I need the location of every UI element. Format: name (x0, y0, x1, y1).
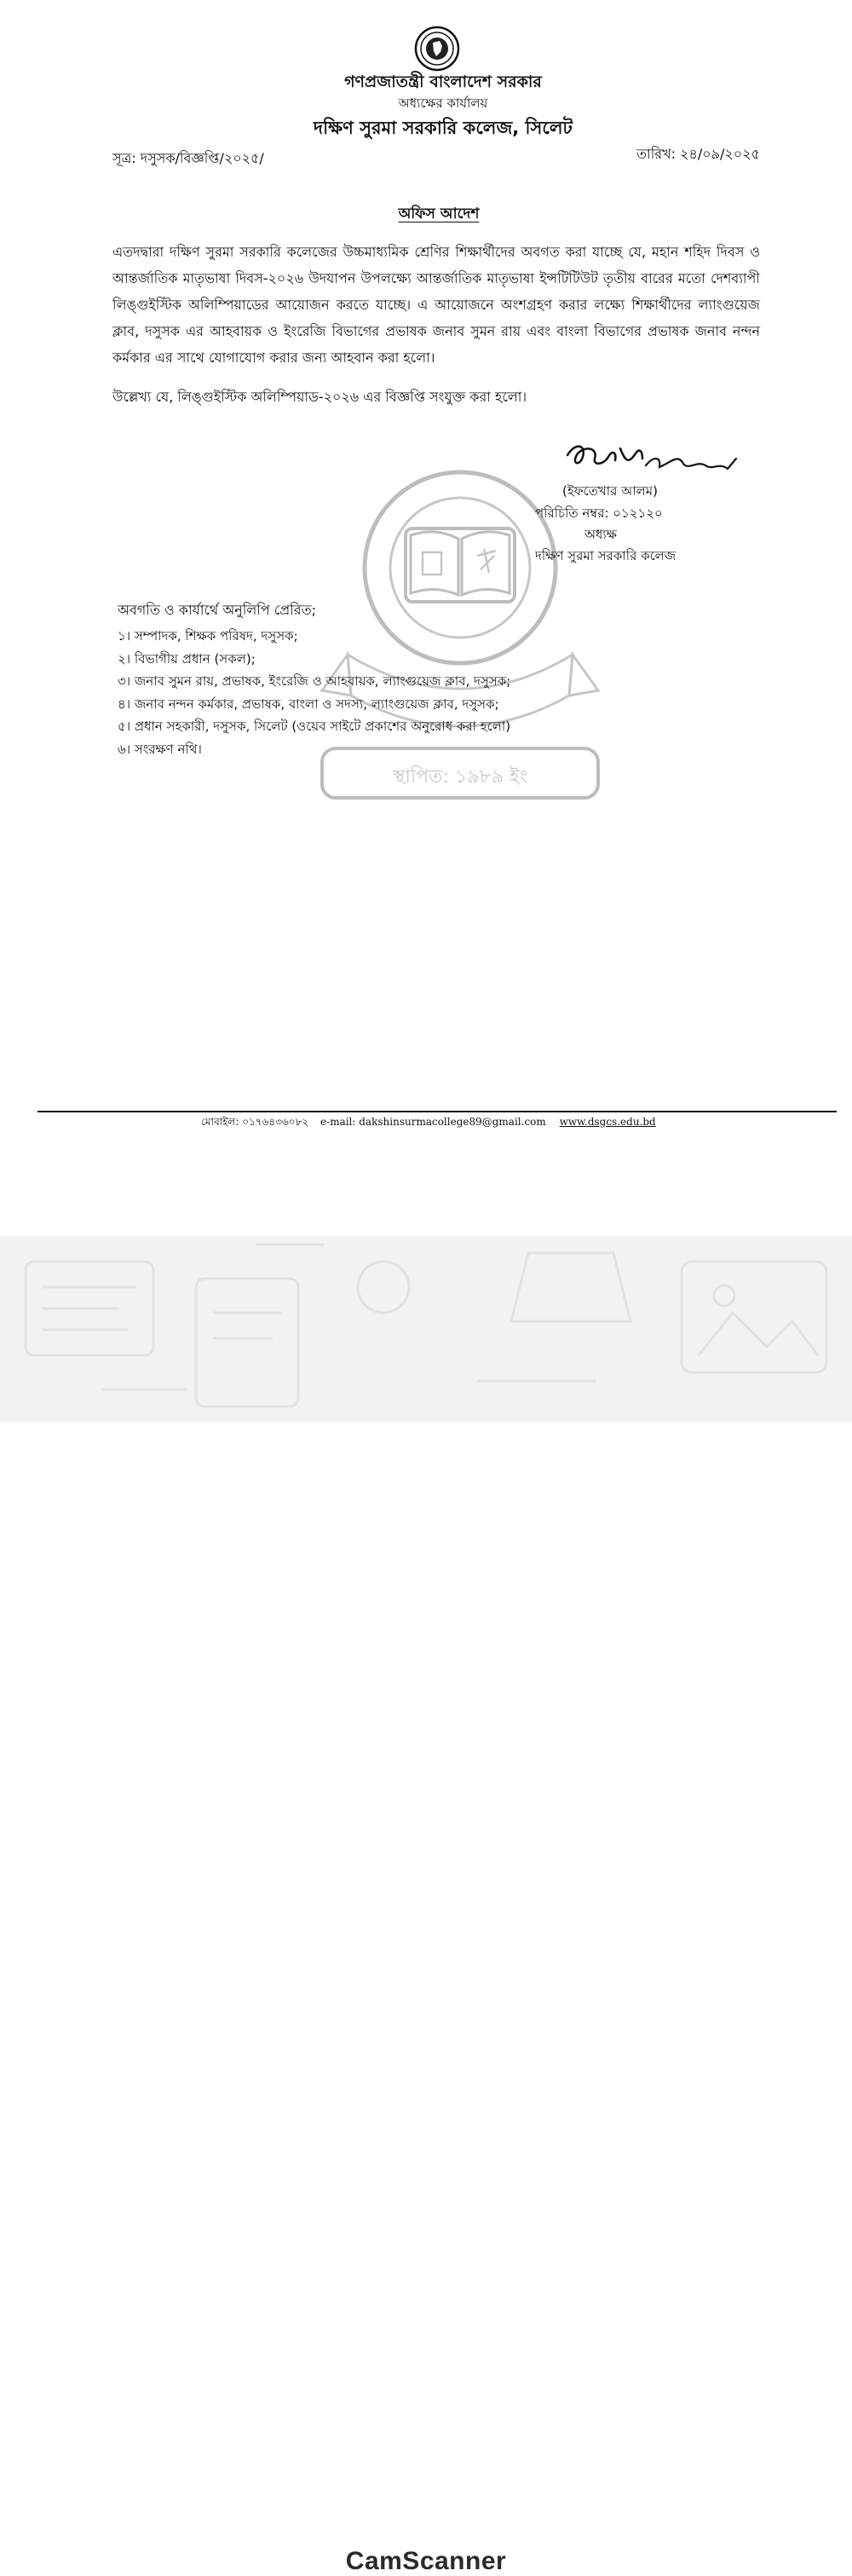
list-item: ৩। জনাব সুমন রায়, প্রভাষক, ইংরেজি ও আহবায়ক, ল্যাংগুয়েজ ক্লাব, দসুসক; (118, 673, 511, 689)
body-paragraph: এতদদ্বারা দক্ষিণ সুরমা সরকারি কলেজের উচ্চমাধ্যমিক শ্রেণির শিক্ষার্থীদের অবগত করা যাচ্ছে যে, মহান শহিদ দিবস ও আন্তর্জাতিক মাতৃভাষা দিবস-২০২৬ উদযাপন উপলক্ষ্যে আন্তর্জাতিক মাতৃভাষা ইন্সটিটিউট তৃতীয় বারের মতো দেশব্যাপী লিঙ্গুইস্টিক অলিম্পিয়াডের আয়োজন করতে যাচ্ছে। এ আয়োজনে অংশগ্রহণ করার লক্ষ্যে শিক্ষার্থীদের ল্যাংগুয়েজ ক্লাব, দসুসক এর আহবায়ক ও ইংরেজি বিভাগের প্রভাষক জনাব সুমন রায় এবং বাংলা বিভাগের প্রভাষক জনাব নন্দন কর্মকার এর সাথে যোগাযোগ করার জন্য আহবান করা হলো। (112, 244, 760, 366)
list-item: ১। সম্পাদক, শিক্ষক পরিষদ, দসুসক; (118, 628, 298, 644)
footer-contact (201, 1115, 656, 1132)
footer-email[interactable]: e-mail: dakshinsurmacollege89@gmail.com (320, 1116, 546, 1128)
document-page (0, 0, 852, 1236)
copies-title: অবগতি ও কার্যার্থে অনুলিপি প্রেরিত; (118, 602, 316, 618)
camscanner-brand: CamScanner (345, 2547, 507, 2575)
signatory-id: পরিচিতি নম্বর: ০১২১২০ (535, 505, 663, 521)
government-emblem-icon (414, 26, 460, 72)
copies-list (118, 625, 510, 760)
background-doodles (0, 1236, 852, 1422)
header-office: অধ্যক্ষের কার্যালয় (398, 95, 488, 111)
list-item: ২। বিভাগীয় প্রধান (সকল); (118, 650, 256, 667)
list-item: ৬। সংরক্ষণ নথি। (118, 741, 202, 757)
seal-established-text: স্থাপিত: ১৯৮৯ ইং (392, 766, 528, 788)
document-date: তারিখ: ২৪/০৯/২০২৫ (636, 146, 760, 162)
footer-mobile: মোবাইল: ০১৭৬৪৩৬০৮২ (201, 1116, 309, 1128)
camscanner-watermark-band (0, 1236, 852, 2575)
list-item: ৪। জনাব নন্দন কর্মকার, প্রভাষক, বাংলা ও সদস্য, ল্যাংগুয়েজ ক্লাব, দসুসক; (118, 696, 499, 712)
reference-number: সূত্র: দসুসক/বিজ্ঞপ্তি/২০২৫/ (112, 150, 264, 166)
body-note: উল্লেখ্য যে, লিঙ্গুইস্টিক অলিম্পিয়াড-২০২৬ এর বিজ্ঞপ্তি সংযুক্ত করা হলো। (112, 389, 527, 405)
principal-signature (561, 436, 748, 484)
footer-website-link[interactable]: www.dsgcs.edu.bd (559, 1116, 656, 1128)
list-item: ৫। প্রধান সহকারী, দসুসক, সিলেট (ওয়েব সাইটে প্রকাশের অনুরোধ করা হলো) (118, 719, 511, 734)
signatory-name: (ইফতেখার আলম) (562, 483, 658, 499)
document-title: অফিস আদেশ (398, 205, 480, 222)
signatory-designation: অধ্যক্ষ (584, 527, 617, 542)
header-government: গণপ্রজাতন্ত্রী বাংলাদেশ সরকার (344, 72, 542, 91)
footer-divider (37, 1111, 837, 1112)
signatory-college: দক্ষিণ সুরমা সরকারি কলেজ (535, 548, 676, 563)
header-college: দক্ষিণ সুরমা সরকারি কলেজ, সিলেট (314, 118, 573, 138)
